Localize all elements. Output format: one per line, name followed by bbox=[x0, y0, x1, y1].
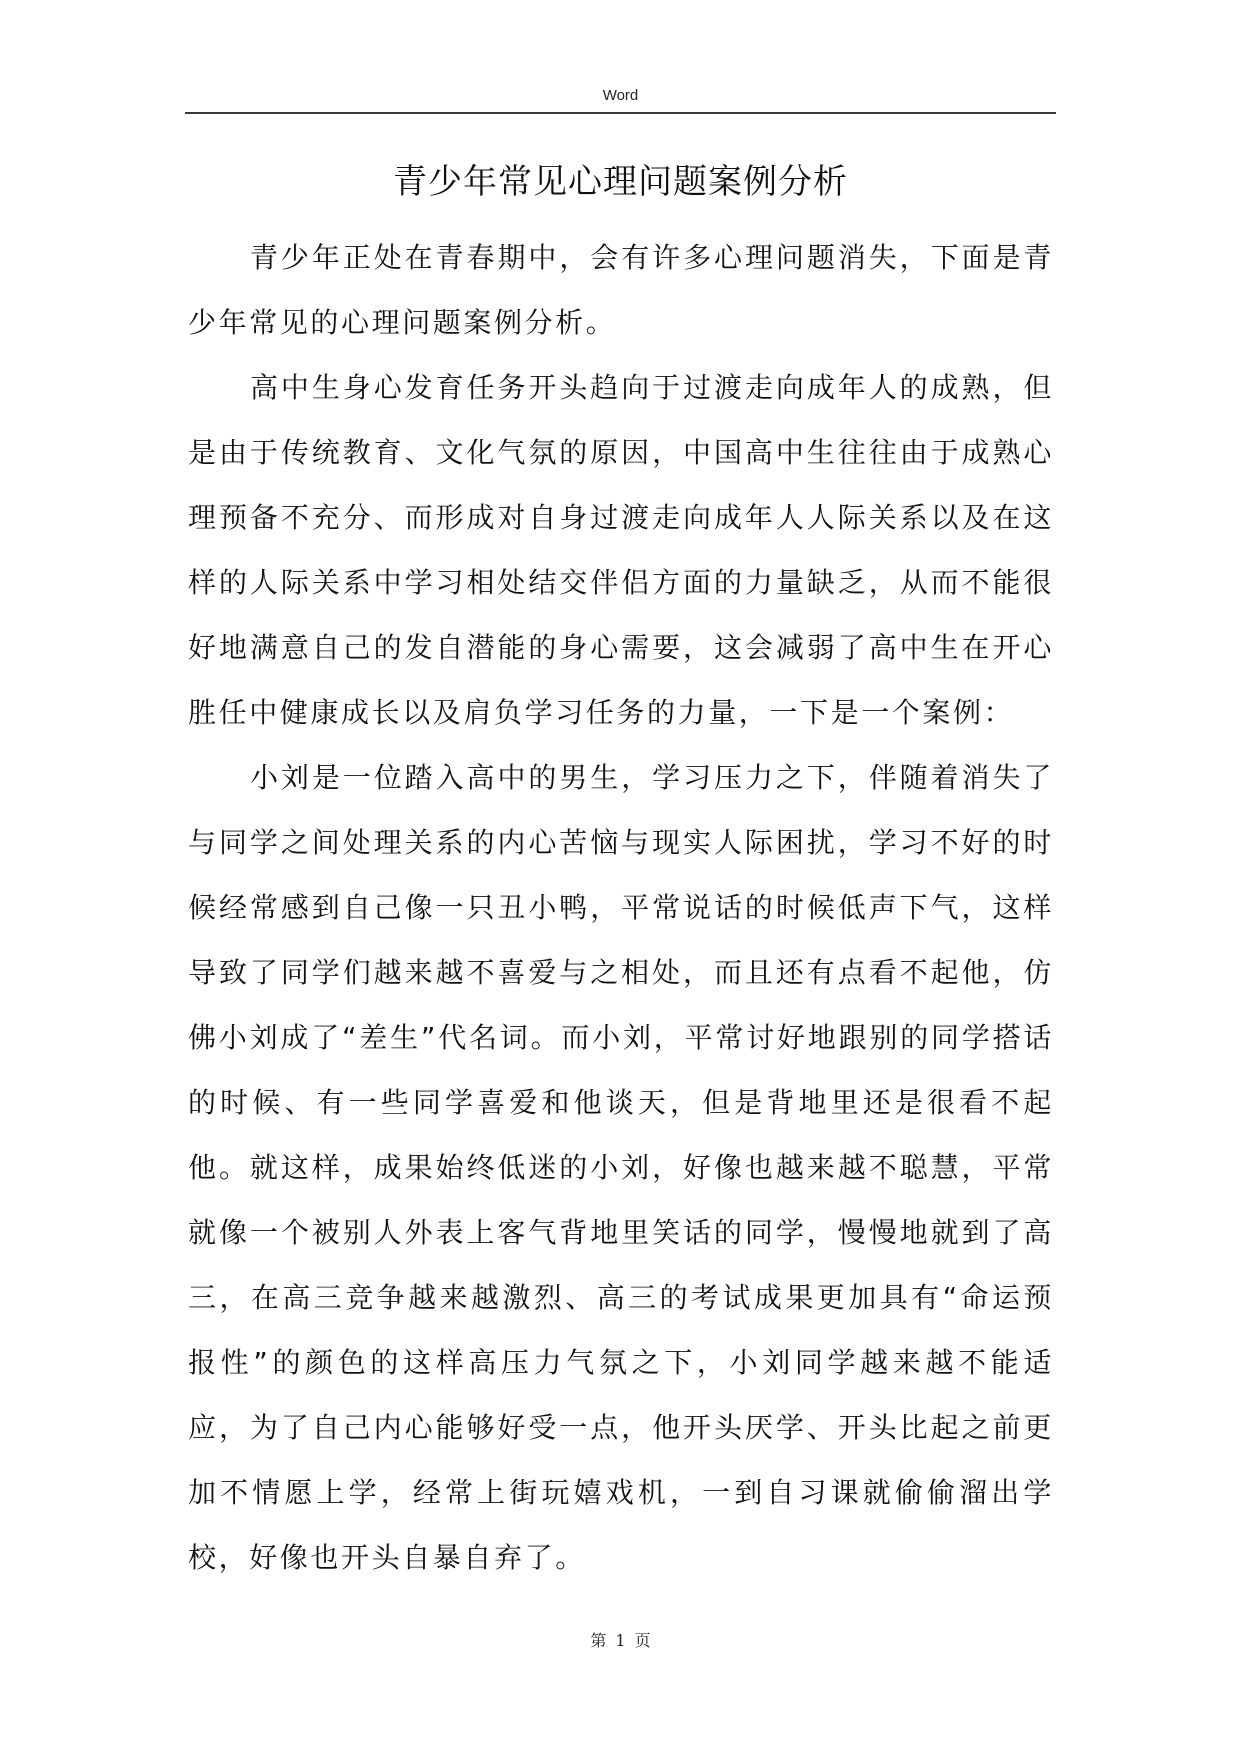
paragraph-intro: 青少年正处在青春期中，会有许多心理问题消失，下面是青少年常见的心理问题案例分析。 bbox=[188, 241, 1054, 339]
paragraph-case: 小刘是一位踏入高中的男生，学习压力之下，伴随着消失了与同学之间处理关系的内心苦恼与现实人际困扰，学习不好的时候经常感到自己像一只丑小鸭，平常说话的时候低声下气，这样导致了同学们越来越不喜爱与之相处，而且还有点看不起他，仿佛小刘成了“差生”代名词。而小刘，平常讨好地跟别的同学搭话的时候、有一些同学喜爱和他谈天，但是背地里还是很看不起他。就这样，成果始终低迷的小刘，好像也越来越不聪慧，平常就像一个被别人外表上客气背地里笑话的同学，慢慢地就到了高三，在高三竞争越来越激烈、高三的考试成果更加具有“命运预报性”的颜色的这样高压力气氛之下，小刘同学越来越不能适应，为了自己内心能够好受一点，他开头厌学、开头比起之前更加不情愿上学，经常上街玩嬉戏机，一到自习课就偷偷溜出学校，好像也开头自暴自弃了。 bbox=[188, 761, 1054, 1574]
document-title: 青少年常见心理问题案例分析 bbox=[393, 162, 848, 202]
paragraph-background: 高中生身心发育任务开头趋向于过渡走向成年人的成熟，但是由于传统教育、文化气氛的原因，中国高中生往往由于成熟心理预备不充分、而形成对自身过渡走向成年人人际关系以及在这样的人际关系中学习相处结交伴侣方面的力量缺乏，从而不能很好地满意自己的发自潜能的身心需要，这会减弱了高中生在开心胜任中健康成长以及肩负学习任务的力量，一下是一个案例： bbox=[188, 371, 1054, 729]
page-number: 第 1 页 bbox=[590, 1631, 651, 1650]
header-divider bbox=[185, 112, 1056, 114]
page-header: Word bbox=[602, 87, 639, 104]
document-body bbox=[188, 225, 1054, 1590]
